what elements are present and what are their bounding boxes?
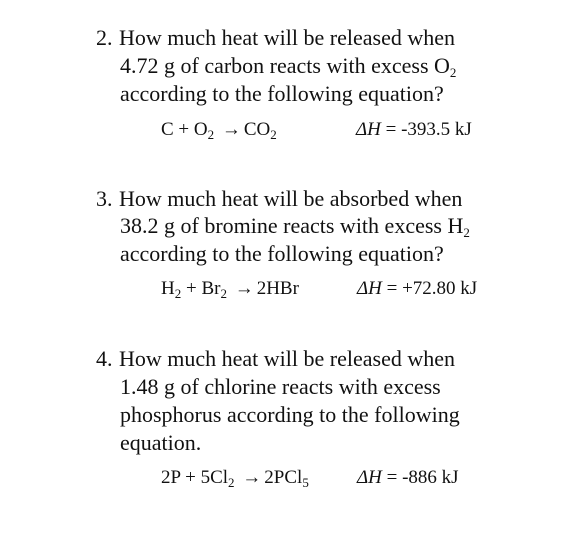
problem-text-line: 38.2 g of bromine reacts with excess $H_2$	[120, 213, 470, 240]
problem-number: 3.	[96, 186, 113, 211]
enthalpy-value: ΔH = +72.80 kJ	[357, 278, 478, 299]
delta-h-symbol: ΔH	[357, 467, 382, 488]
problem-text-line: How much heat will be released when	[119, 25, 455, 50]
reaction-arrow: →	[234, 278, 254, 299]
subscript: 2	[463, 225, 470, 240]
delta-h-symbol: ΔH	[356, 119, 381, 140]
problem-number: 4.	[96, 346, 113, 371]
enthalpy-value: ΔH = -393.5 kJ	[356, 119, 472, 140]
problem-text-line: How much heat will be absorbed when	[119, 186, 463, 211]
problem-text-line: according to the following equation?	[120, 81, 444, 106]
subscript: 2	[449, 65, 457, 80]
problem-text-line: 1.48 g of chlorine reacts with excess	[120, 374, 441, 399]
problem-text-line: according to the following equation?	[120, 241, 444, 266]
chemical-equation: $C + O_2 \to CO_2$	[161, 119, 277, 142]
problem-text-line: 4.72 g of carbon reacts with excess $O_2$	[120, 53, 457, 80]
reaction-arrow: →	[221, 119, 241, 140]
problem-text-line: How much heat will be released when	[119, 346, 455, 371]
chemical-equation: $2P + 5Cl_2 \to 2PCl_5$	[161, 467, 309, 490]
chemical-equation: $H_2 + Br_2 \to 2HBr$	[161, 278, 299, 301]
problem-text-line: phosphorus according to the following	[120, 402, 460, 427]
delta-h-symbol: ΔH	[357, 278, 382, 299]
reaction-arrow: →	[242, 467, 262, 488]
problem-text-line: equation.	[120, 430, 202, 455]
enthalpy-value: ΔH = -886 kJ	[357, 467, 459, 488]
problem-number: 2.	[96, 25, 113, 50]
